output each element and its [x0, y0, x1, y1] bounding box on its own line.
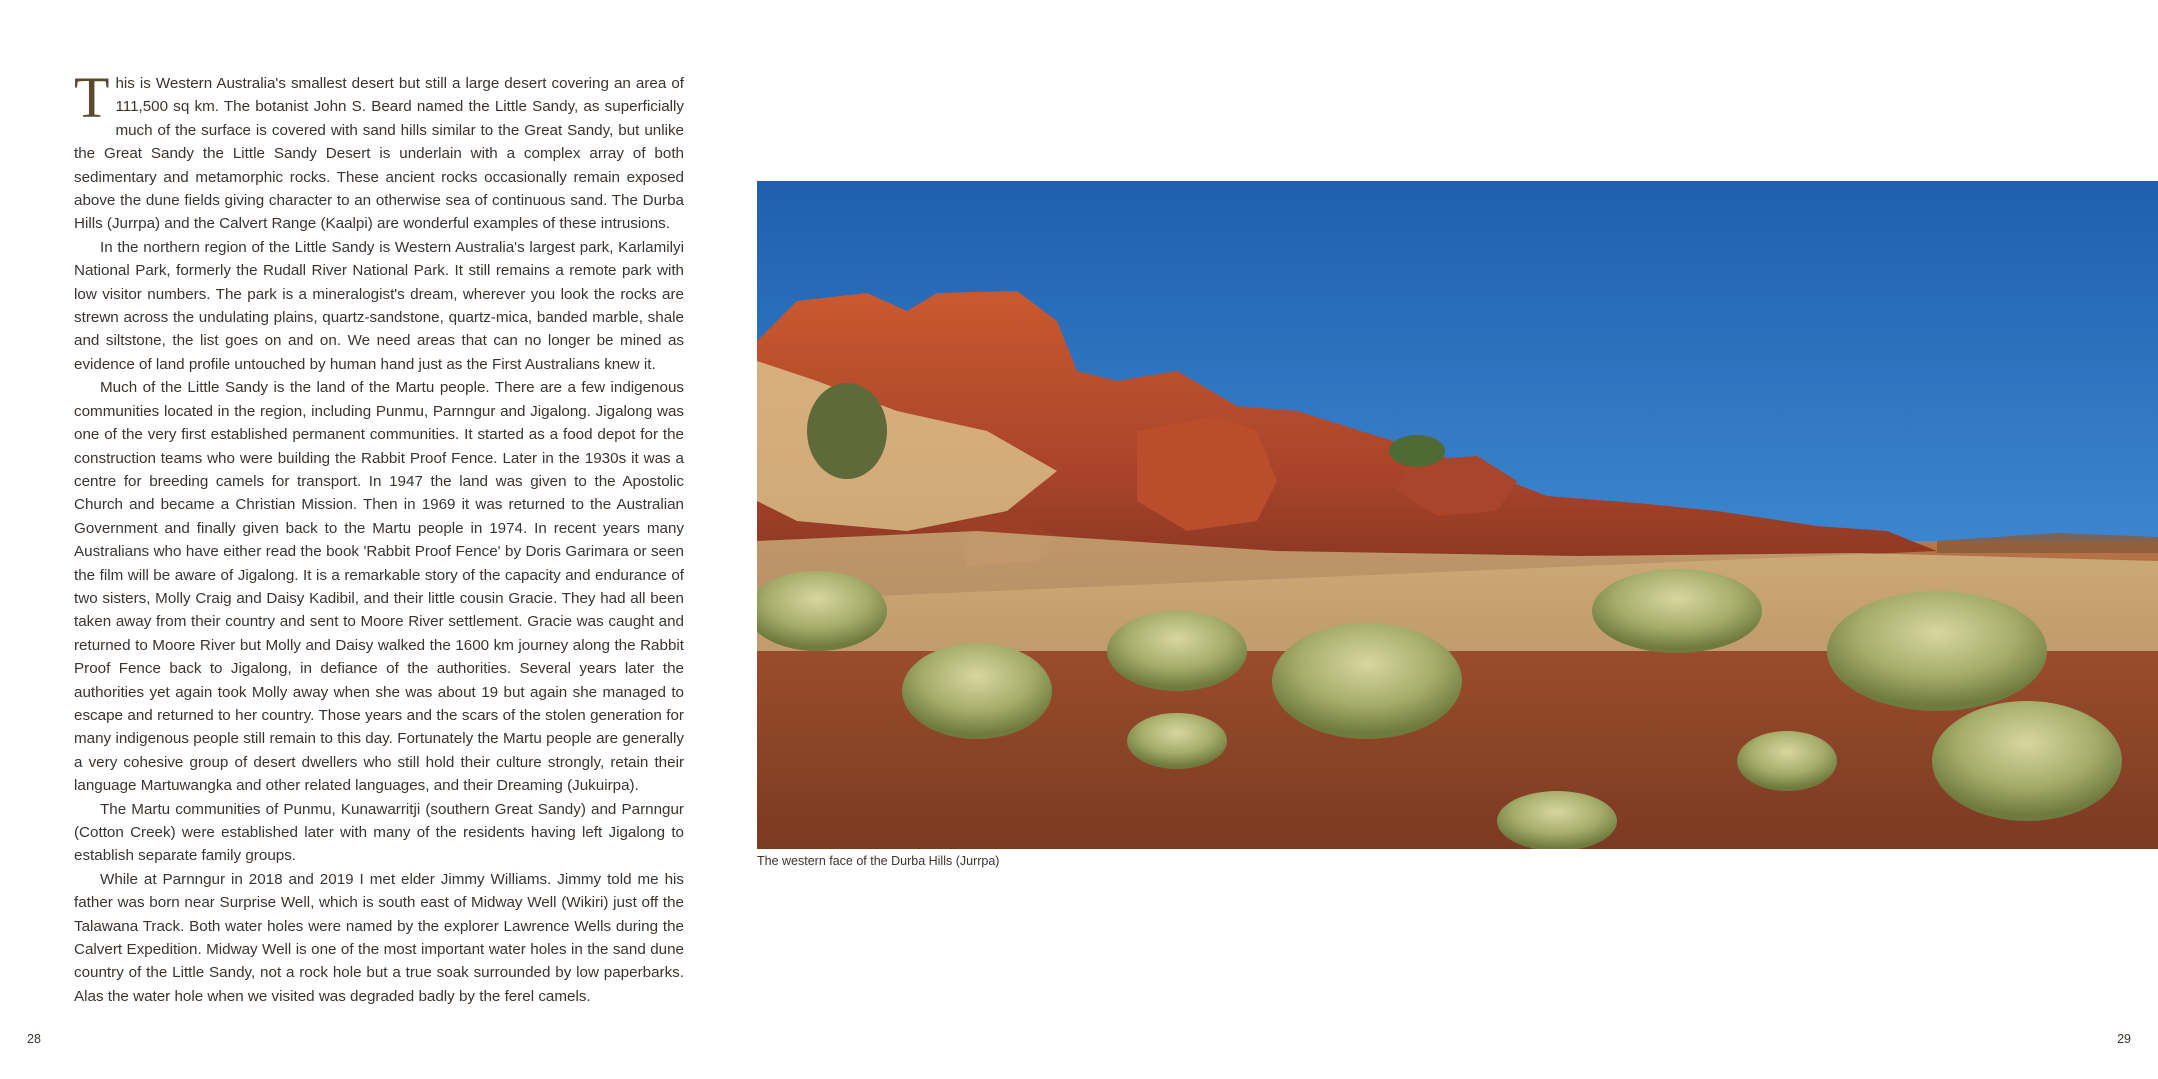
paragraph: While at Parnngur in 2018 and 2019 I met elder Jimmy Williams. Jimmy told me his father was born near Surprise Well, which is south east of Midway Well (Wikiri) just off the Talawana Track. Both water holes were named by the explorer Lawrence Wells during the Calvert Expedition. Midway Well is one of the most important water holes in the sand dune country of the Little Sandy, not a rock hole but a true soak surrounded by low paperbarks. Alas the water hole when we visited was degraded badly by the ferel camels. — [74, 870, 684, 1005]
body-text — [74, 65, 684, 1008]
paragraph-text: his is Western Australia's smallest desert but still a large desert covering an area of 111,500 sq km. The botanist John S. Beard named the Little Sandy, as superficially much of the surface is covered with sand hills similar to the Great Sandy, but unlike the Great Sandy the Little Sandy Desert is underlain with a complex array of both sedimentary and metamorphic rocks. These ancient rocks occasionally remain exposed above the dune fields giving character to an otherwise sea of continuous sand. The Durba Hills (Jurrpa) and the Calvert Range (Kaalpi) are wonderful examples of these intrusions. — [74, 75, 684, 233]
page-number-left: 28 — [27, 1032, 41, 1046]
paragraph: Much of the Little Sandy is the land of the Martu people. There are a few indigenous communities located in the region, including Punmu, Parnngur and Jigalong. Jigalong was one of the very first established permanent communities. It started as a food depot for the construction teams who were building the Rabbit Proof Fence. Later in the 1930s it was a centre for breeding camels for transport. In 1947 the land was given to the Apostolic Church and became a Christian Mission. Then in 1969 it was returned to the Australian Government and finally given back to the Martu people in 1974. In recent years many Australians who have either read the book 'Rabbit Proof Fence' by Doris Garimara or seen the film will be aware of Jigalong. It is a remarkable story of the capacity and endurance of two sisters, Molly Craig and Daisy Kadibil, and their little cousin Gracie. They had all been taken away from their country and sent to Moore River settlement. Gracie was caught and returned to Moore River but Molly and Daisy walked the 1600 km journey along the Rabbit Proof Fence back to Jigalong, in defiance of the authorities. Several years later the authorities yet again took Molly away when she was about 19 but again she managed to escape and returned to her country. Those years and the scars of the stolen generation for many indigenous people still remain to this day. Fortunately the Martu people are generally a very cohesive group of desert dwellers who still hold their culture strongly, retain their language Martuwangka and other related languages, and their Dreaming (Jukuirpa). — [74, 379, 684, 795]
paragraph — [74, 65, 684, 236]
paragraph: The Martu communities of Punmu, Kunawarritji (southern Great Sandy) and Parnngur (Cotton Creek) were established later with many of the residents having left Jigalong to establish separate family groups. — [74, 800, 684, 865]
paragraph: In the northern region of the Little Sandy is Western Australia's largest park, Karlamilyi National Park, formerly the Rudall River National Park. It still remains a remote park with low visitor numbers. The park is a mineralogist's dream, wherever you look the rocks are strewn across the undulating plains, quartz-sandstone, quartz-mica, banded marble, shale and siltstone, the list goes on and on. We need areas that can no longer be mined as evidence of land profile untouched by human hand just as the First Australians knew it. — [74, 238, 684, 373]
photo-caption: The western face of the Durba Hills (Jurrpa) — [757, 854, 1000, 868]
right-page — [1079, 0, 2158, 1079]
page-number-right: 29 — [2117, 1032, 2131, 1046]
drop-cap: T — [74, 65, 110, 130]
